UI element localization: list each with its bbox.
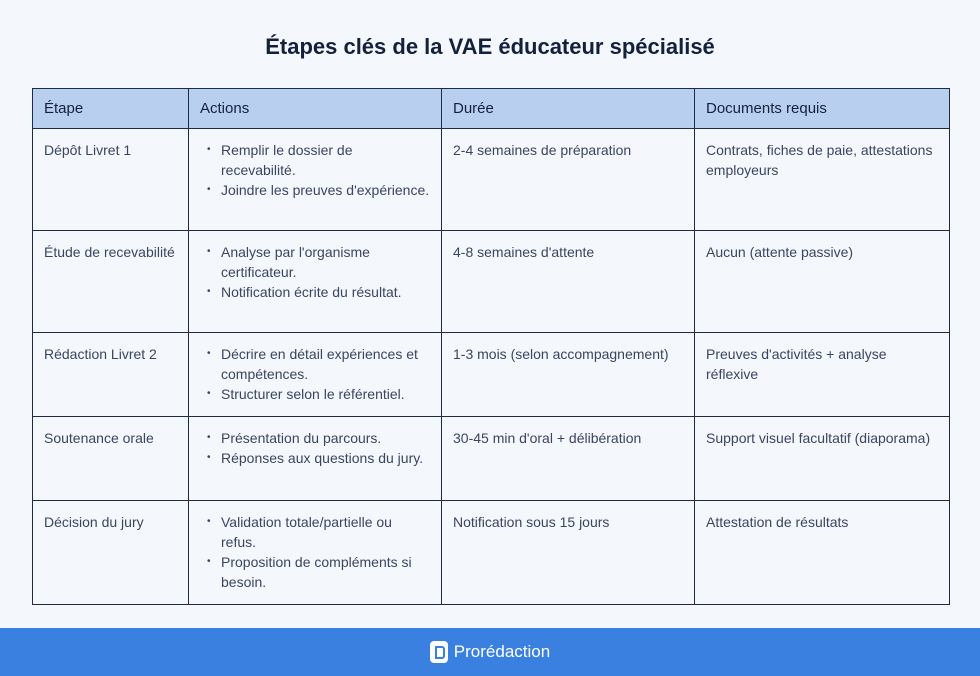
table-row (33, 501, 950, 605)
cell-etape: Rédaction Livret 2 (33, 333, 189, 417)
cell-etape: Dépôt Livret 1 (33, 129, 189, 231)
table-header-row (33, 89, 950, 129)
cell-actions (189, 231, 442, 333)
cell-documents: Preuves d'activités + analyse réflexive (695, 333, 950, 417)
action-item: • Structurer selon le référentiel. (200, 384, 430, 404)
action-item: • Remplir le dossier de recevabilité. (200, 140, 430, 180)
table-row (33, 129, 950, 231)
header-documents: Documents requis (695, 89, 950, 129)
header-actions: Actions (189, 89, 442, 129)
action-item: • Notification écrite du résultat. (200, 282, 430, 302)
action-item: • Analyse par l'organisme certificateur. (200, 242, 430, 282)
action-item: • Réponses aux questions du jury. (200, 448, 430, 468)
action-item: • Décrire en détail expériences et compétences. (200, 344, 430, 384)
proredaction-logo-icon (430, 641, 448, 663)
cell-actions (189, 417, 442, 501)
action-item: • Proposition de compléments si besoin. (200, 552, 430, 592)
cell-documents: Support visuel facultatif (diaporama) (695, 417, 950, 501)
table-row (33, 231, 950, 333)
cell-documents: Aucun (attente passive) (695, 231, 950, 333)
footer-bar (0, 628, 980, 676)
cell-actions (189, 501, 442, 605)
cell-duree: 30-45 min d'oral + délibération (442, 417, 695, 501)
table-row (33, 417, 950, 501)
cell-duree: 4-8 semaines d'attente (442, 231, 695, 333)
brand-link[interactable] (430, 641, 550, 663)
cell-duree: Notification sous 15 jours (442, 501, 695, 605)
cell-documents: Contrats, fiches de paie, attestations employeurs (695, 129, 950, 231)
header-duree: Durée (442, 89, 695, 129)
cell-documents: Attestation de résultats (695, 501, 950, 605)
cell-duree: 1-3 mois (selon accompagnement) (442, 333, 695, 417)
cell-etape: Décision du jury (33, 501, 189, 605)
cell-actions (189, 129, 442, 231)
vae-steps-table (32, 88, 950, 605)
header-etape: Étape (33, 89, 189, 129)
page-title: Étapes clés de la VAE éducateur spécialisé (265, 34, 715, 59)
brand-name: Prorédaction (453, 642, 551, 661)
cell-actions (189, 333, 442, 417)
action-item: • Joindre les preuves d'expérience. (200, 180, 430, 200)
cell-etape: Étude de recevabilité (33, 231, 189, 333)
action-item: • Validation totale/partielle ou refus. (200, 512, 430, 552)
action-item: • Présentation du parcours. (200, 428, 430, 448)
cell-etape: Soutenance orale (33, 417, 189, 501)
table-row (33, 333, 950, 417)
cell-duree: 2-4 semaines de préparation (442, 129, 695, 231)
